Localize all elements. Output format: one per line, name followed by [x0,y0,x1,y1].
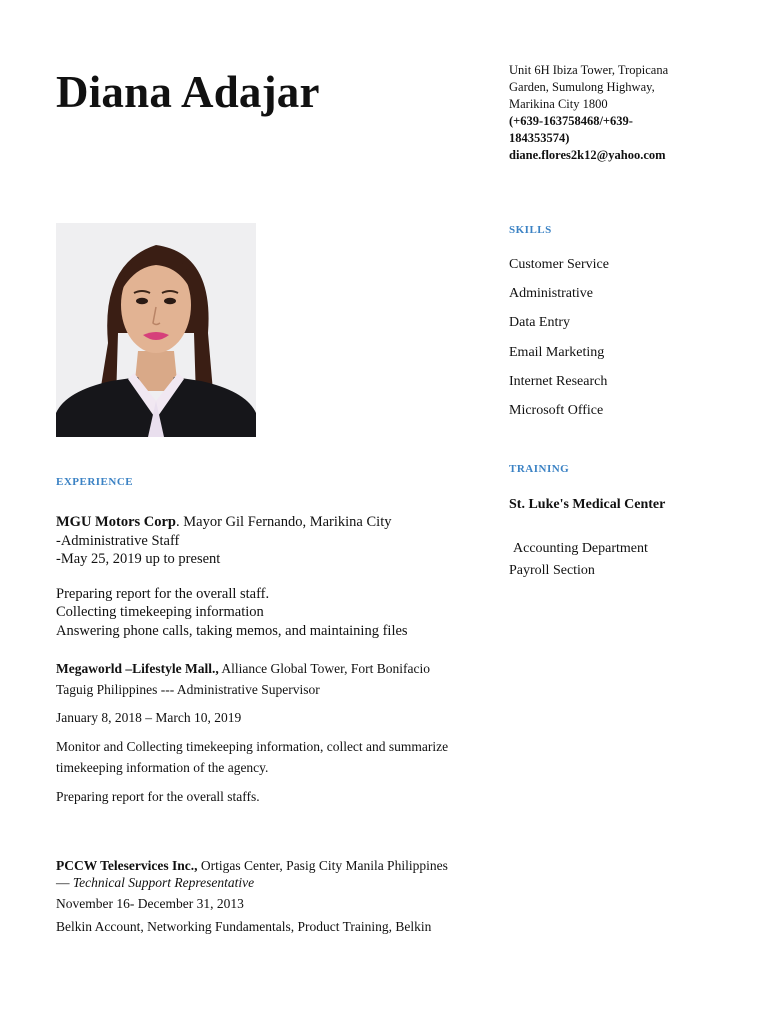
job-entry [56,856,486,937]
training-heading: TRAINING [509,463,570,475]
phone-line: (+639-163758468/+639- [509,114,633,128]
job-dates: January 8, 2018 – March 10, 2019 [56,710,242,725]
duty-line: timekeeping information of the agency. [56,760,269,775]
address-line: Unit 6H Ibiza Tower, Tropicana [509,63,669,77]
skill-item: Internet Research [509,373,608,389]
experience-heading: EXPERIENCE [56,476,134,488]
dash: — [56,875,73,890]
duty-line: Preparing report for the overall staffs. [56,788,260,804]
job-location: . Mayor Gil Fernando, Marikina City [176,514,392,530]
company-name: Megaworld –Lifestyle Mall., [56,661,219,676]
contact-block [509,62,709,164]
duty-line: Monitor and Collecting timekeeping information, collect and summarize [56,738,449,754]
skills-heading: SKILLS [509,224,552,236]
training-organization: St. Luke's Medical Center [509,497,666,512]
job-location: Alliance Global Tower, Fort Bonifacio [218,661,430,676]
email-address: diane.flores2k12@yahoo.com [509,148,666,162]
training-item: Accounting Department [513,541,648,556]
job-dates: -May 25, 2019 up to present [56,551,221,567]
job-entry [56,513,486,640]
job-location-role: Taguig Philippines --- Administrative Supervisor [56,681,320,697]
skill-item: Email Marketing [509,344,605,360]
job-header [56,513,486,532]
job-details: Belkin Account, Networking Fundamentals, Product Training, Belkin [56,919,432,934]
job-header [56,659,486,680]
skill-item: Microsoft Office [509,402,604,418]
company-name: PCCW Teleservices Inc., [56,858,198,873]
training-list [509,538,648,582]
company-name: MGU Motors Corp [56,514,177,530]
skill-item: Customer Service [509,257,609,272]
address-line: Marikina City 1800 [509,97,608,111]
address-line: Garden, Sumulong Highway, [509,80,655,94]
duty-line: Collecting timekeeping information [56,604,264,620]
job-role: Technical Support Representative [72,875,255,890]
job-role-line [56,873,486,893]
applicant-name: Diana Adajar [56,67,320,117]
job-entry [56,659,486,807]
skill-item: Data Entry [509,315,571,331]
job-role: -Administrative Staff [56,532,180,549]
training-item: Payroll Section [509,563,595,578]
skills-list [509,256,609,431]
duty-line: Preparing report for the overall staff. [56,585,270,602]
job-duties [56,585,486,641]
phone-line: 184353574) [509,131,570,145]
duty-line: Answering phone calls, taking memos, and maintaining files [56,622,408,639]
job-location: Ortigas Center, Pasig City Manila Philippines [197,858,448,873]
job-dates: November 16- December 31, 2013 [56,896,244,911]
profile-photo [56,223,256,437]
skill-item: Administrative [509,286,593,302]
